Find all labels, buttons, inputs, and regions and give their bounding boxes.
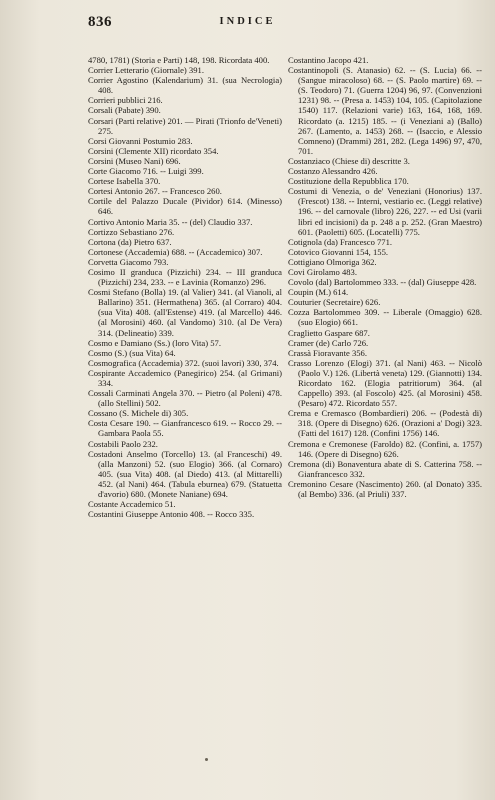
index-entry: Cortesi Antonio 267. -- Francesco 260. <box>88 186 222 197</box>
index-entry: Cotignola (da) Francesco 771. <box>288 236 393 247</box>
index-entry: Costantinopoli (S. Atanasio) 62. -- (S. Lucia) 66. -- (Sangue miracoloso) 68. -- (S. Paolo martire) 69. -- (S. Teodoro) 71. (Guerra 1204) 96, 97. (Convenzioni 1231) 98. -- (Presa a. 1453) 104, 105. (Capitolazione 1540) 117. (Relazioni varie) 163, 164, 168, 169. Ricordato (a. 1215) 185. -- (i Veneziani a) (Ballo) 267. (Lamento, a. 1453) 268. -- (Isaccio, e Alessio Comneno) (Drammi) 281, 282. (Lega 1496) 97, 470, 701. <box>288 65 482 156</box>
index-entry: Costabili Paolo 232. <box>88 438 158 449</box>
index-entry: Corsari (Parti relative) 201. — Pirati (Trionfo de'Veneti) 275. <box>88 115 282 136</box>
index-entry: Cosmo e Damiano (Ss.) (loro Vita) 57. <box>88 337 221 348</box>
index-entry: Cossano (S. Michele di) 305. <box>88 408 189 419</box>
index-entry: Costantini Giuseppe Antonio 408. -- Rocco 335. <box>88 509 255 520</box>
ink-speck <box>205 758 208 761</box>
index-entry: Cremona (di) Bonaventura abate di S. Catterina 758. -- Gianfrancesco 332. <box>288 458 482 479</box>
index-entry: Cosmo (S.) (sua Vita) 64. <box>88 347 176 358</box>
index-entry: Cortonese (Accademia) 688. -- (Accademico) 307. <box>88 246 263 257</box>
index-entry: Corsi Giovanni Postumio 283. <box>88 135 193 146</box>
index-entry: Costumi di Venezia, o de' Veneziani (Honorius) 137. (Frescot) 138. -- Interni, vestiario ec. (Leggi relative) 196. -- del carnovale (libro) 226, 227. -- ed Usi (varii libri ed incisioni) da p. 248 a p. 252. (Gran Maestro) 601. (Paoletti) 605. (Locatelli) 775. <box>288 186 482 237</box>
index-entry: 4780, 1781) (Storia e Parti) 148, 198. Ricordata 400. <box>88 55 270 65</box>
index-entry: Cortivo Antonio Maria 35. -- (del) Claudio 337. <box>88 216 253 227</box>
index-entry: Cremona e Cremonese (Faroldo) 82. (Confini, a. 1757) 146. (Opere di Disegno) 626. <box>288 438 482 459</box>
index-column-left <box>88 55 282 519</box>
index-entry: Cosmografica (Accademia) 372. (suoi lavori) 330, 374. <box>88 357 279 368</box>
running-title: INDICE <box>219 16 276 27</box>
index-entry: Cremonino Cesare (Nascimento) 260. (al Donato) 335. (al Bembo) 336. (al Priuli) 337. <box>288 478 482 500</box>
index-entry: Costa Cesare 190. -- Gianfrancesco 619. -- Rocco 29. -- Gambara Paola 55. <box>88 418 282 439</box>
page-number: 836 <box>88 14 112 30</box>
index-entry: Costituzione della Repubblica 170. <box>288 176 409 187</box>
index-entry: Corvetta Giacomo 793. <box>88 256 169 267</box>
index-entry: Costanzo Alessandro 426. <box>288 166 378 177</box>
index-entry: Cotovico Giovanni 154, 155. <box>288 246 389 257</box>
index-entry: Cospirante Accademico (Panegirico) 254. (al Grimani) 334. <box>88 367 282 388</box>
index-entry: Couturier (Secretaire) 626. <box>288 297 381 308</box>
index-entry: Cortese Isabella 370. <box>88 176 161 187</box>
index-entry: Corsini (Museo Nani) 696. <box>88 155 181 166</box>
index-entry: Cottigiano Olmoriga 362. <box>288 256 377 267</box>
index-entry: Crassà Fioravante 356. <box>288 347 367 358</box>
index-entry: Cosimo II granduca (Pizzichi) 234. -- III granduca (Pizzichi) 234, 233. -- e Lavinia (Romanzo) 296. <box>88 266 282 288</box>
index-entry: Cortizzo Sebastiano 276. <box>88 226 175 237</box>
index-entry: Corrier Letterario (Giornale) 391. <box>88 65 204 76</box>
index-entry: Cortona (da) Pietro 637. <box>88 236 172 247</box>
index-entry: Crasso Lorenzo (Elogi) 371. (al Nani) 463. -- Nicolò (Paolo V.) 126. (Libertà veneta) 129. (Giannotti) 134. Ricordato 162. (Elogia patritiorum) 364. (al Cappello) 393. (al Foscolo) 425. (al Morosini) 458. (Pesaro) 472. Ricordato 557. <box>288 357 482 409</box>
index-entry: Costanziaco (Chiese di) descritte 3. <box>288 155 410 166</box>
index-entry: Cortile del Palazzo Ducale (Pividor) 614. (Minesso) 646. <box>88 196 282 217</box>
index-entry: Costadoni Anselmo (Torcello) 13. (al Franceschi) 49. (alla Manzoni) 52. (suo Elogio) 366. (al Cornaro) 405. (sua Vita) 408. (al Diedo) 413. (al Mittarelli) 452. (al Nani) 464. (Tabula eburnea) 679. (Statuetta d'avorio) 680. (Monete Naniane) 694. <box>88 448 282 500</box>
index-entry: Covi Girolamo 483. <box>288 266 357 277</box>
index-entry: Corsali (Pabate) 390. <box>88 105 161 116</box>
index-entry: Cozza Bartolommeo 309. -- Liberale (Omaggio) 628. (suo Elogio) 661. <box>288 307 482 328</box>
index-column-right <box>288 55 482 499</box>
index-entry: Corrier Agostino (Kalendarium) 31. (sua Necrologia) 408. <box>88 75 282 96</box>
index-entry: Cramer (de) Carlo 726. <box>288 337 369 348</box>
index-entry: Coupin (M.) 614. <box>288 287 349 298</box>
index-entry: Crema e Cremasco (Bombardieri) 206. -- (Podestà di) 318. (Opere di Disegno) 626. (Orazioni a' Dogi) 323. (Fatti del 1617) 128. (Confini 1756) 146. <box>288 408 482 439</box>
index-entry: Cossali Carminati Angela 370. -- Pietro (al Poleni) 478. (allo Stellini) 502. <box>88 388 282 409</box>
index-entry: Costantino Jacopo 421. <box>288 55 369 65</box>
page-header <box>40 14 455 36</box>
index-entry: Corrieri pubblici 216. <box>88 95 163 106</box>
index-entry: Corsini (Clemente XII) ricordato 354. <box>88 145 219 156</box>
index-entry: Cosmi Stefano (Bolla) 19. (al Valier) 341. (al Vianoli, al Ballarino) 351. (Hermathena) 365. (al Corraro) 404. (sua Vita) 408. (all'Estense) 419. (al Marcello) 446. (al Morosini) 460. (al Vandomo) 310. (al De Vera) 314. (Delineatio) 339. <box>88 287 282 338</box>
index-entry: Corte Giacomo 716. -- Luigi 399. <box>88 166 204 177</box>
index-entry: Covolo (dal) Bartolommeo 333. -- (dal) Giuseppe 428. <box>288 277 477 288</box>
index-entry: Craglietto Gaspare 687. <box>288 327 370 338</box>
index-entry: Costante Accademico 51. <box>88 499 176 510</box>
